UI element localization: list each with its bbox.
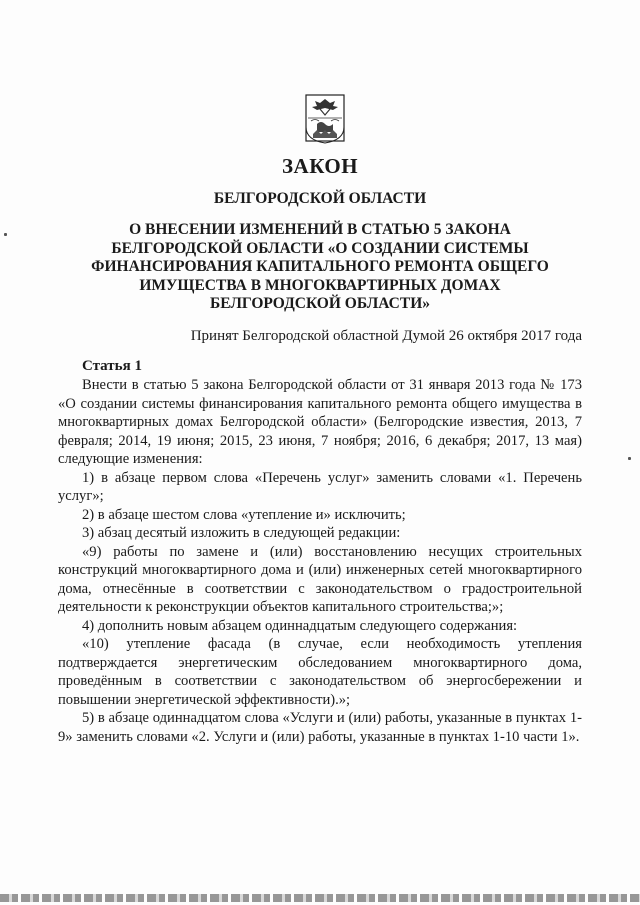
paragraph: 3) абзац десятый изложить в следующей редакции: [82, 525, 401, 541]
heading-line: ИМУЩЕСТВА В МНОГОКВАРТИРНЫХ ДОМАХ [139, 276, 501, 294]
article-title: Статья 1 [82, 358, 142, 374]
adoption-line: Принят Белгородской областной Думой 26 октября 2017 года [190, 328, 582, 344]
paragraph: 1) в абзаце первом слова «Перечень услуг» заменить словами «1. Перечень услуг»; [58, 469, 582, 504]
paragraph: Внести в статью 5 закона Белгородской области от 31 января 2013 года № 173 «О создании системы финансирования капитального ремонта общего имущества в многоквартирных домах Белгородской области» (Белгородские известия, 2013, 7 февраля; 2014, 19 июня; 2015, 23 июня, 7 ноября; 2016, 6 декабря; 2017, 13 мая) следующие изменения: [58, 377, 582, 467]
paragraph: «10) утепление фасада (в случае, если необходимость утепления подтверждается энергетическим обследованием многоквартирного дома, проведённым в соответствии с законодательством об энергосбережении и повышении энергетической эффективности).»; [58, 636, 582, 708]
law-heading [60, 221, 580, 314]
scan-edge [0, 894, 640, 902]
document-title: ЗАКОН [281, 154, 359, 178]
document-subtitle: БЕЛГОРОДСКОЙ ОБЛАСТИ [213, 190, 427, 207]
paragraph: «9) работы по замене и (или) восстановлению несущих строительных конструкций многоквартирного дома и (или) инженерных сетей многоквартирного дома, отнесённые в соответствии с законодательством о градостроительной деятельности к реконструкции объектов капитального строительства;»; [58, 543, 582, 615]
scan-mark [628, 457, 631, 460]
paragraph: 2) в абзаце шестом слова «утепление и» исключить; [82, 506, 406, 523]
heading-line: О ВНЕСЕНИИ ИЗМЕНЕНИЙ В СТАТЬЮ 5 ЗАКОНА [129, 221, 511, 238]
heading-line: ФИНАНСИРОВАНИЯ КАПИТАЛЬНОГО РЕМОНТА ОБЩЕГО [91, 258, 549, 276]
article-body [58, 376, 582, 746]
heading-line: БЕЛГОРОДСКОЙ ОБЛАСТИ «О СОЗДАНИИ СИСТЕМЫ [111, 239, 529, 257]
heading-line: БЕЛГОРОДСКОЙ ОБЛАСТИ» [209, 295, 431, 313]
scan-mark [4, 233, 7, 236]
coat-of-arms-icon [303, 94, 347, 144]
paragraph: 5) в абзаце одиннадцатом слова «Услуги и (или) работы, указанные в пунктах 1-9» заменить словами «2. Услуги и (или) работы, указанные в пунктах 1-10 части 1». [58, 710, 582, 745]
paragraph: 4) дополнить новым абзацем одиннадцатым следующего содержания: [82, 617, 518, 634]
